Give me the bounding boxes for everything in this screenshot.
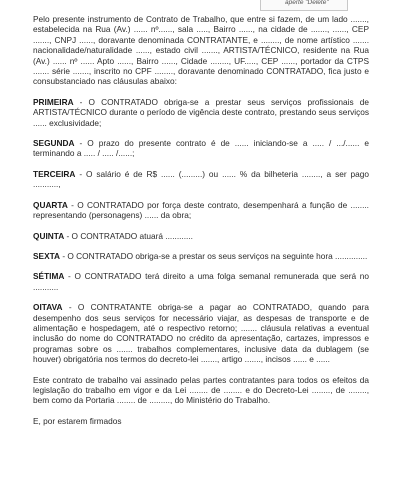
clause-quinta (33, 231, 369, 241)
clause-text: - O CONTRATADO atuará ............ (64, 230, 193, 241)
clause-label: SÉTIMA (33, 271, 65, 282)
clause-label: SEGUNDA (33, 138, 75, 149)
clause-oitava (33, 302, 369, 364)
clause-text: - O CONTRATADO por força deste contrato, desempenhará a função de ........ representando (personagens) ...... da obra; (33, 199, 369, 221)
clause-label: SEXTA (33, 250, 61, 261)
clause-primeira (33, 97, 369, 128)
clause-label: QUINTA (33, 230, 65, 241)
closing-paragraph: Este contrato de trabalho vai assinado pelas partes contratantes para todos os efeitos da legislação do trabalho em vigor e da Lei ........ de ........ e do Decreto-Lei ........, de ........, bem como da Portaria ........ de ........., do Ministério do Trabalho. (33, 374, 369, 406)
clause-text: - O CONTRATANTE obriga-se a pagar ao CONTRATADO, quando para desempenho dos seus serviços for necessário viajar, as despesas de transporte e de alimentação e hospedagem, até o respectivo retorno; ....... cláusula relativas a eventual inclusão do nome do CONTRATADO no crédito da apresentação, cartazes, impressos e programas sobre os ....... trabalhos complementares, inclusive data da dublagem (se houver) obrigatória nos termos do decreto-lei ......., artigo ......., incisos ...... e ...... (33, 302, 369, 365)
clause-setima (33, 271, 369, 292)
delete-hint-text: aperte "Delete" (285, 0, 329, 6)
contract-body (33, 14, 369, 426)
clause-label: TERCEIRA (33, 168, 76, 179)
clause-terceira (33, 169, 369, 190)
clause-label: QUARTA (33, 199, 68, 210)
delete-hint-note (260, 0, 348, 11)
clause-segunda (33, 138, 369, 159)
final-line: E, por estarem firmados (33, 415, 122, 426)
intro-paragraph: Pelo presente instrumento de Contrato de Trabalho, que entre si fazem, de um lado ......., estabelecida na Rua (Av.) ...... nº......, sala ....., Bairro ......, na cidade de ......., ......, CEP ......., CNPJ ......, doravante denominada CONTRATANTE, e ........, de nome artístico ....... nacionalidade/naturalidade ......, estado civil ......., ARTISTA/TÉCNICO, residente na Rua (Av.) ...... nº ...... Apto ......, Bairro ......, Cidade ........, UF....., CEP ......, portador da CTPS ....... série ......., inscrito no CPF ........, doravante denominado CONTRATADO, fica justo e consubstanciado nas cláusulas abaixo: (33, 14, 369, 87)
clause-text: - O CONTRATADO obriga-se a prestar os seus serviços na seguinte hora .............. (60, 250, 368, 261)
clause-text: - O CONTRATADO obriga-se a prestar seus serviços profissionais de ARTISTA/TÉCNICO durante o período de vigência deste contrato, prestando seus serviços ...... exclusividade; (33, 96, 369, 128)
clause-label: PRIMEIRA (33, 96, 74, 107)
clause-text: - O prazo do presente contrato é de ...... iniciando-se a ..... / .../...... e terminando a ..... / ..... /......; (33, 138, 369, 159)
clause-quarta (33, 200, 369, 221)
clause-sexta (33, 251, 369, 261)
clause-text: - O salário é de R$ ...... (.........) ou ...... % da bilheteria ........, a ser pago ..........., (33, 168, 369, 190)
clause-text: - O CONTRATADO terá direito a uma folga semanal remunerada que será no ........... (33, 271, 369, 292)
clause-label: OITAVA (33, 302, 63, 313)
